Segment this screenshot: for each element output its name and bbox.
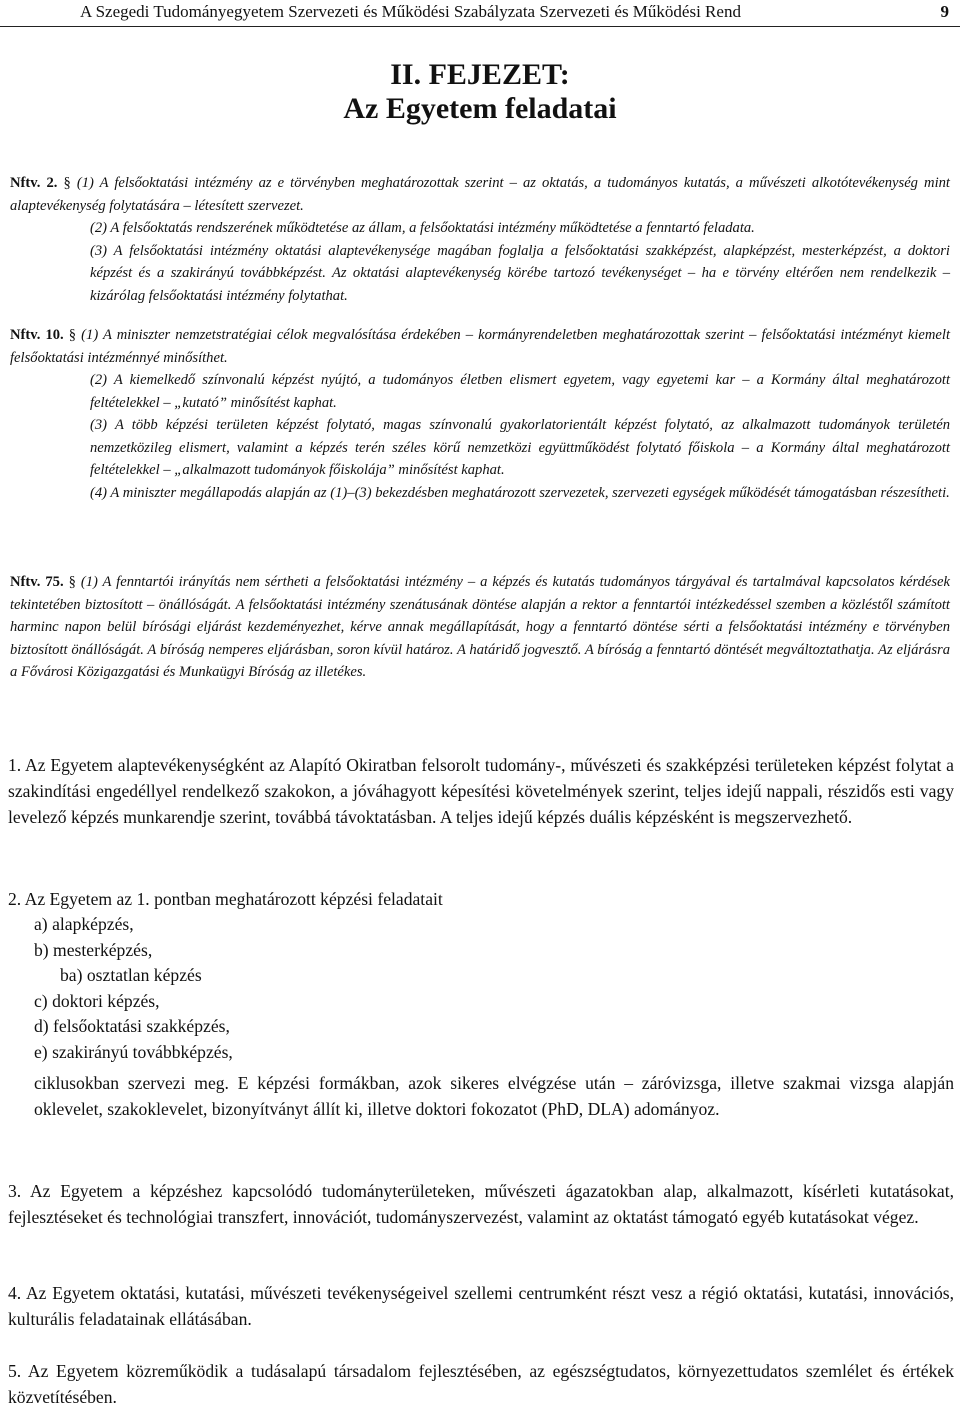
point-2-outro: ciklusokban szervezi meg. E képzési formákban, azok sikeres elvégzése után – záróvizsga, illetve szakmai vizsga alapján oklevelet, szakoklevelet, bizonyítványt állít ki, illetve doktori fokozatot (PhD, DLA) adományoz. [34,1073,954,1119]
section-icon: § [63,175,71,191]
law-ref: Nftv. 75. [10,574,64,590]
point-3: 3. Az Egyetem a képzéshez kapcsolódó tudományterületeken, művészeti ágazatokban alap, alkalmazott, kísérleti kutatásokat, fejlesztéseket és technológiai transzfert, innovációt, tudományszervezést, valamint az oktatást támogató egyéb kutatásokat végez. [8,1181,954,1227]
law-block-nftv-10 [0,324,960,504]
chapter-number: II. FEJEZET: [390,58,570,91]
law-paragraph: (4) A miniszter megállapodás alapján az (1)–(3) bekezdésben meghatározott szervezetek, szervezeti egységek működését támogatásban részesítheti. [90,484,950,501]
point-4: 4. Az Egyetem oktatási, kutatási, művészeti tevékenységeivel szellemi centrumként részt vesz a régió oktatási, kutatási, innovációs, kulturális feladatainak ellátásában. [8,1283,954,1329]
point-1: 1. Az Egyetem alaptevékenységként az Alapító Okiratban felsorolt tudomány-, művészeti és szakképzési területeken képzést folytat a szakindítási engedéllyel rendelkező szakokon, a jóváhagyott képesítési követelmények szerint, teljes idejű nappali, részidős esti vagy levelező képzés munkarendje szerint, továbbá távoktatásban. A teljes idejű képzés duális képzésként is megszervezhető. [8,755,954,827]
point-2-intro: 2. Az Egyetem az 1. pontban meghatározott képzési feladatait [8,889,443,909]
list-item: d) felsőoktatási szakképzés, [34,1016,230,1036]
list-item: e) szakirányú továbbképzés, [34,1041,233,1062]
list-item: a) alapképzés, [34,914,134,934]
section-icon: § [68,327,77,343]
law-paragraph: (1) A miniszter nemzetstratégiai célok megvalósítása érdekében – kormányrendeletben meghatározottak szerint – felsőoktatási intézményt kiemelt felsőoktatási intézménnyé minősíthet. [10,327,950,366]
law-paragraph: (3) A felsőoktatási intézmény oktatási alaptevékenysége magában foglalja a felsőoktatási szakképzést, alapképzést, mesterképzést, a doktori képzést és a szakirányú továbbképzést. Az oktatási alaptevékenység körébe tartozó tevékenységet – ha e törvény eltérően nem rendelkezik – kizárólag felsőoktatási intézmény folytathat. [90,242,950,304]
point-2-list [34,912,233,1065]
law-paragraph: (1) A fenntartói irányítás nem sértheti a felsőoktatási intézmény – a képzés és kutatás tudományos tárgyával és tartalmával kapcsolatos kérdések tekintetében biztosított – önállóságát. A felsőoktatási intézmény szenátusának döntése alapján a rektor a fenntartói intézkedéssel szemben a közléstől számított harminc napon belül bírósági eljárást kezdeményezhet, kérve annak megállapítását, hogy a fenntartó döntése sérti a felsőoktatási intézmény e törvényben biztosított önállóságát. A bíróság nemperes eljárásban, soron kívül határoz. A határidő jogvesztő. A bíróság a fenntartó döntését megváltoztathatja. Az eljárásra a Fővárosi Közigazgatási és Munkaügyi Bíróság az illetékes. [10,574,950,680]
section-icon: § [68,574,76,590]
law-ref: Nftv. 2. [10,175,58,191]
law-paragraph: (1) A felsőoktatási intézmény az e törvényben meghatározottak szerint – az oktatás, a tudományos kutatás, a művészeti alkotótevékenység mint alaptevékenység folytatására – létesített szervezet. [10,175,950,214]
point-5: 5. Az Egyetem közreműködik a tudásalapú társadalom fejlesztésében, az egészségtudatos, környezettudatos szemlélet és értékek közvetítésében. [8,1361,954,1407]
page-number: 9 [940,2,949,21]
law-paragraph: (3) A több képzési területen képzést folytató, magas színvonalú gyakorlatorientált képzést folytató, az alkalmazott tudományok területén nemzetközileg elismert, valamint a képzés terén széles körű nemzetközi együttműködést folytató főiskola – a Kormány által meghatározott feltételekkel – „alkalmazott tudományok főiskolája” minősítést kaphat. [90,417,950,478]
list-item: ba) osztatlan képzés [60,965,202,985]
chapter-title: Az Egyetem feladatai [343,92,617,125]
law-block-nftv-2 [0,172,960,307]
list-item: c) doktori képzés, [34,990,160,1011]
law-block-nftv-75 [0,571,960,684]
list-item: b) mesterképzés, [34,939,153,960]
law-ref: Nftv. 10. [10,327,64,343]
page-header [0,0,960,27]
law-paragraph: (2) A felsőoktatás rendszerének működtetése az állam, a felsőoktatási intézmény működtetése a fenntartó feladata. [90,220,755,236]
law-paragraph: (2) A kiemelkedő színvonalú képzést nyújtó, a tudományos életben elismert egyetem, vagy egyetemi kar – a Kormány által meghatározott feltételekkel – „kutató” minősítést kaphat. [90,372,950,411]
header-title: A Szegedi Tudományegyetem Szervezeti és Működési Szabályzata Szervezeti és Működési Rend [80,2,741,21]
